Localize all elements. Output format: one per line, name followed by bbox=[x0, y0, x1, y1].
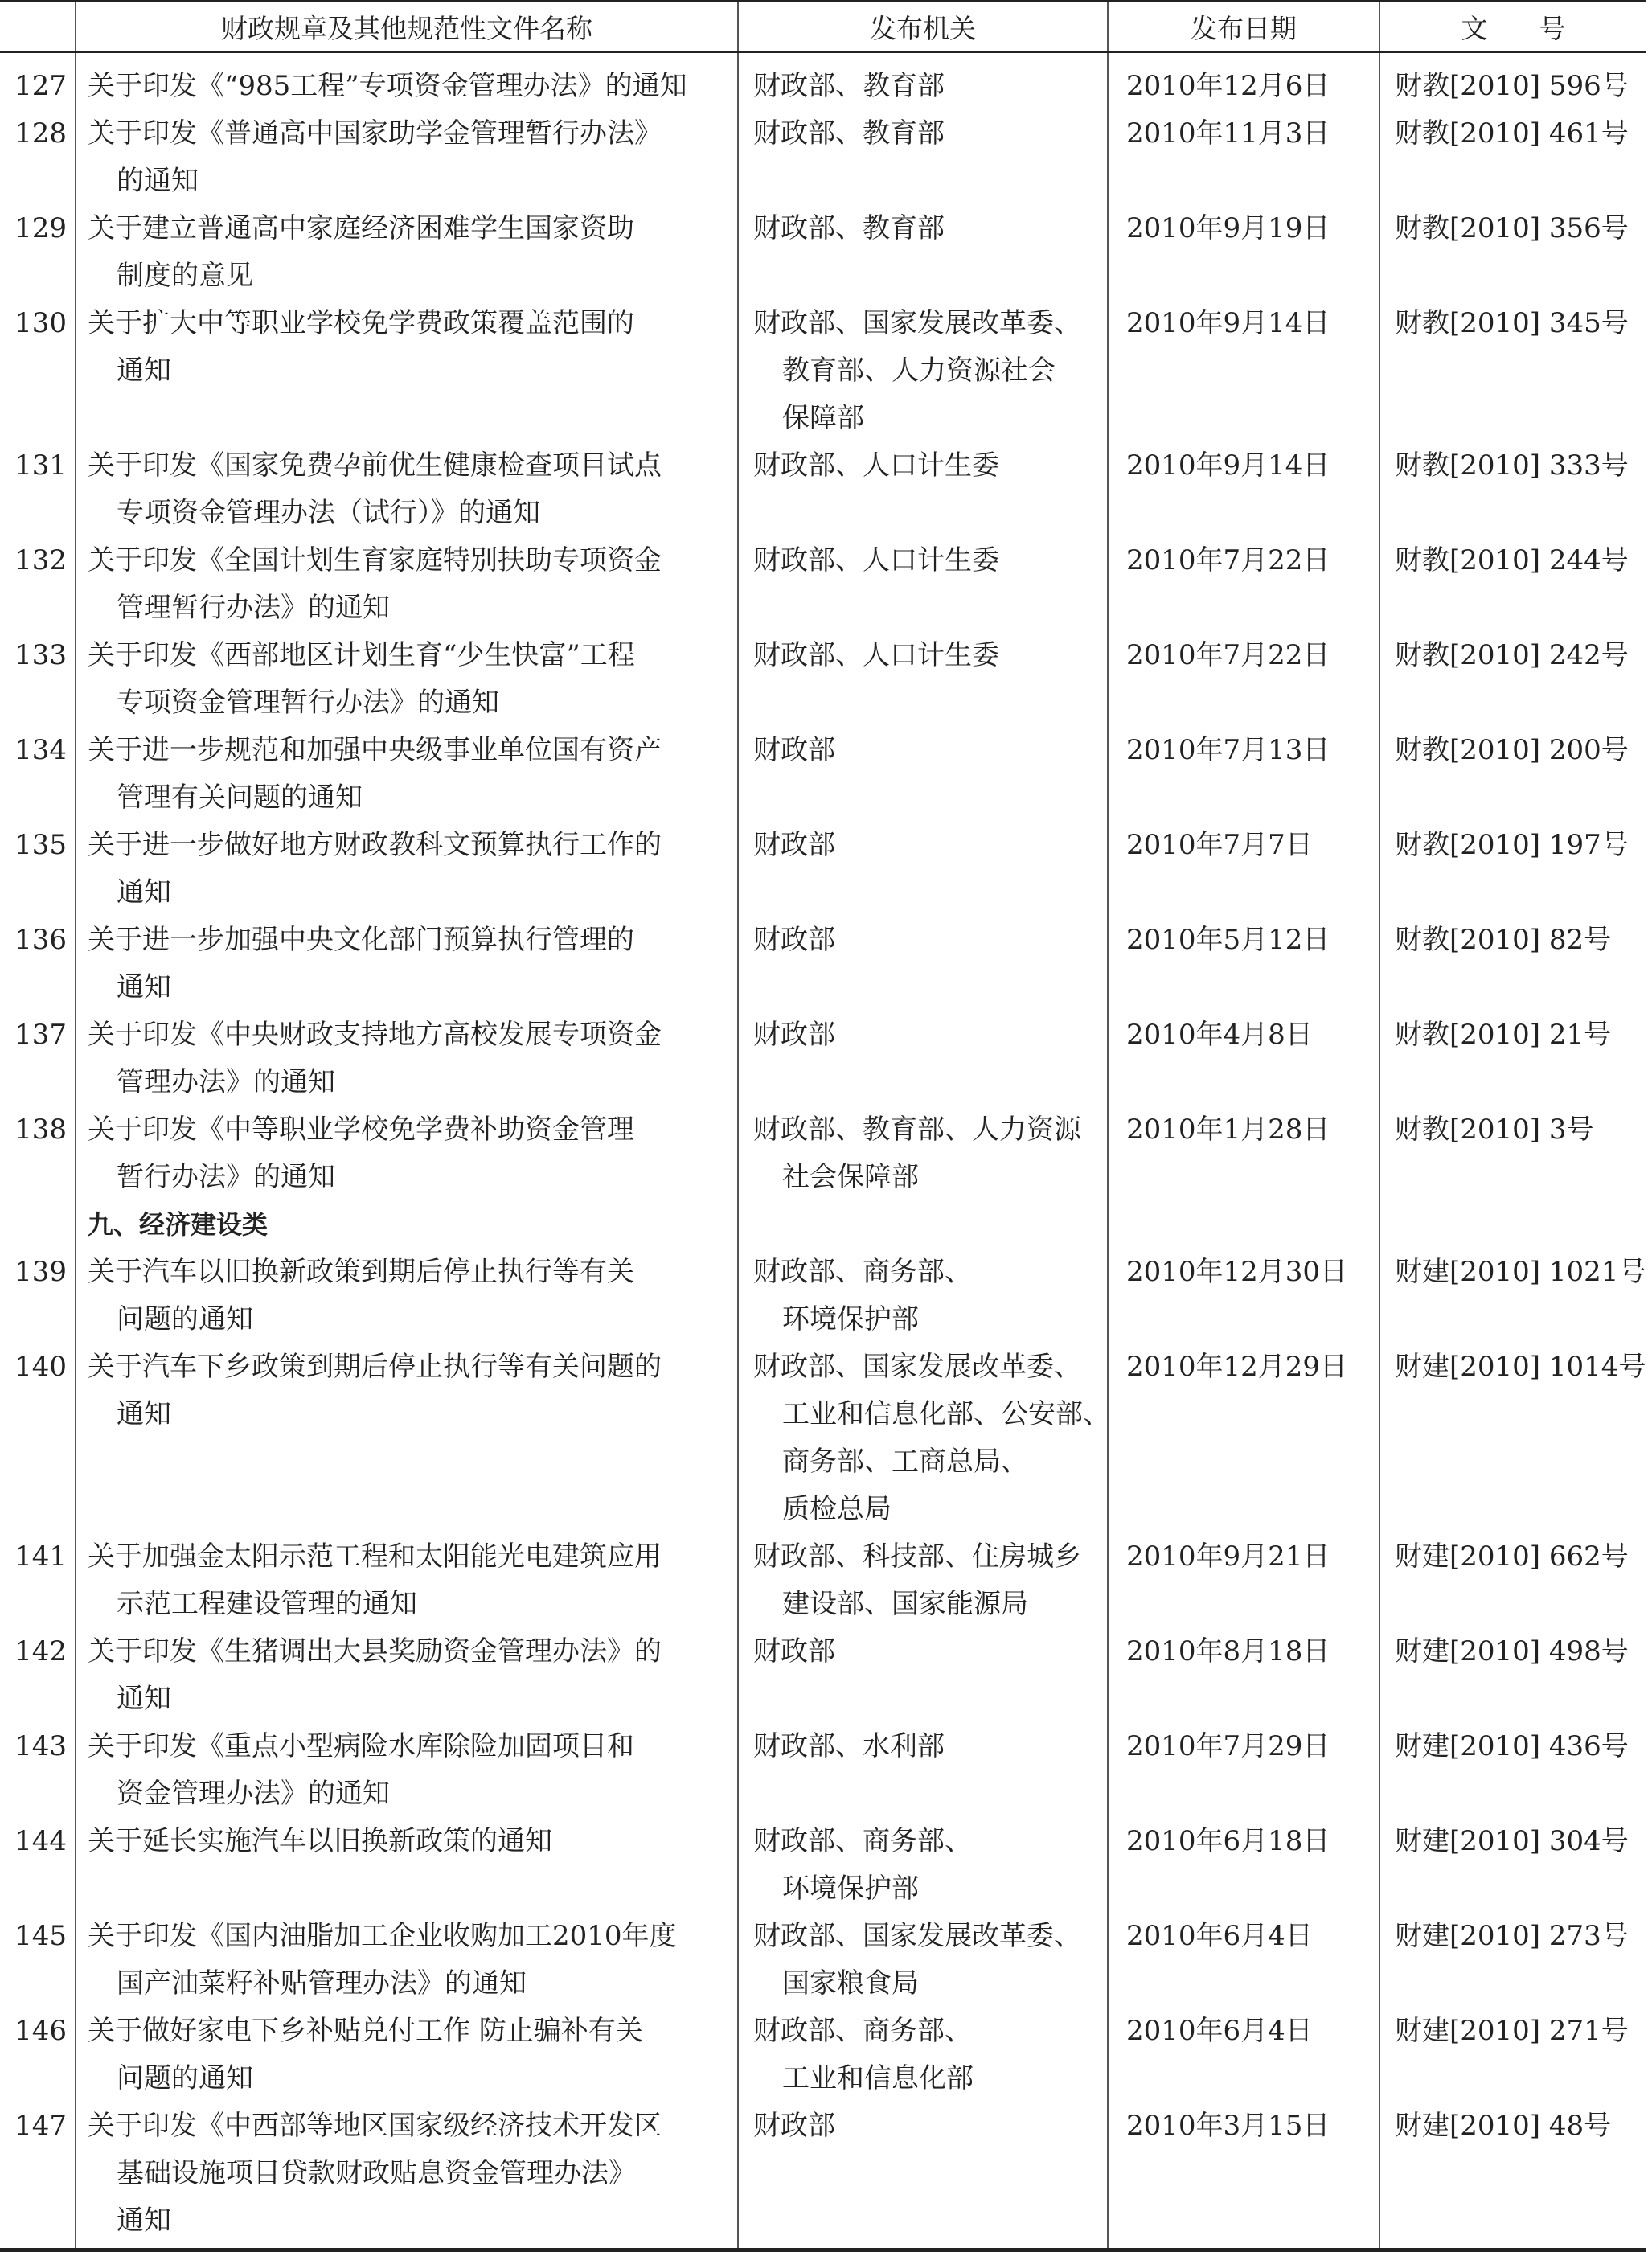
document-number: 财建[2010] 1021号 bbox=[1379, 1249, 1646, 1343]
table-row bbox=[0, 537, 1646, 632]
table-row bbox=[0, 2102, 1646, 2250]
document-number: 财教[2010] 596号 bbox=[1379, 52, 1646, 111]
row-number: 136 bbox=[14, 924, 67, 956]
release-date: 2010年12月29日 bbox=[1108, 1343, 1379, 1533]
document-number: 财建[2010] 662号 bbox=[1379, 1533, 1646, 1628]
issuer-line: 财政部 bbox=[753, 924, 835, 956]
release-date: 2010年7月7日 bbox=[1108, 822, 1379, 917]
row-number: 131 bbox=[14, 449, 67, 482]
title-line: 通知 bbox=[117, 355, 171, 387]
title-line: 关于延长实施汽车以旧换新政策的通知 bbox=[88, 1825, 552, 1857]
row-number: 127 bbox=[14, 70, 67, 102]
release-date: 2010年5月12日 bbox=[1108, 917, 1379, 1011]
section-spacer bbox=[0, 1201, 76, 1249]
issuing-authority bbox=[738, 1913, 1108, 2008]
title-line: 关于印发《国内油脂加工企业收购加工2010年度 bbox=[88, 1920, 677, 1952]
document-number: 财建[2010] 498号 bbox=[1379, 1628, 1646, 1723]
document-number: 财建[2010] 271号 bbox=[1379, 2008, 1646, 2102]
issuing-authority bbox=[738, 1533, 1108, 1628]
header-date: 发布日期 bbox=[1108, 2, 1379, 52]
title-line: 关于做好家电下乡补贴兑付工作 防止骗补有关 bbox=[88, 2015, 643, 2047]
title-line: 关于印发《“985工程”专项资金管理办法》的通知 bbox=[88, 70, 687, 102]
issuer-line: 建设部、国家能源局 bbox=[782, 1588, 1028, 1620]
release-date: 2010年1月28日 bbox=[1108, 1106, 1379, 1201]
document-number: 财教[2010] 3号 bbox=[1379, 1106, 1646, 1201]
release-date: 2010年12月6日 bbox=[1108, 52, 1379, 111]
document-title bbox=[76, 2102, 738, 2250]
release-date: 2010年7月13日 bbox=[1108, 727, 1379, 822]
table-row bbox=[0, 1343, 1646, 1533]
title-line: 关于建立普通高中家庭经济困难学生国家资助 bbox=[88, 212, 634, 244]
table-row bbox=[0, 1628, 1646, 1723]
document-number: 财教[2010] 21号 bbox=[1379, 1011, 1646, 1106]
issuing-authority bbox=[738, 52, 1108, 111]
row-number: 129 bbox=[14, 212, 67, 244]
section-heading: 九、经济建设类 bbox=[76, 1201, 738, 1249]
release-date: 2010年9月14日 bbox=[1108, 300, 1379, 442]
row-number: 128 bbox=[14, 117, 67, 150]
document-number: 财教[2010] 200号 bbox=[1379, 727, 1646, 822]
title-line: 通知 bbox=[117, 876, 171, 909]
release-date: 2010年11月3日 bbox=[1108, 110, 1379, 205]
table-row bbox=[0, 1723, 1646, 1818]
row-number: 146 bbox=[14, 2015, 67, 2047]
title-line: 问题的通知 bbox=[117, 1303, 253, 1335]
release-date: 2010年3月15日 bbox=[1108, 2102, 1379, 2250]
row-number: 133 bbox=[14, 639, 67, 671]
row-number: 142 bbox=[14, 1635, 67, 1667]
issuing-authority bbox=[738, 1723, 1108, 1818]
document-number: 财教[2010] 345号 bbox=[1379, 300, 1646, 442]
issuer-line: 财政部、人口计生委 bbox=[753, 449, 999, 482]
issuer-line: 财政部、教育部 bbox=[753, 212, 945, 244]
document-number: 财建[2010] 48号 bbox=[1379, 2102, 1646, 2250]
release-date: 2010年7月22日 bbox=[1108, 632, 1379, 727]
table-row bbox=[0, 1533, 1646, 1628]
row-number: 138 bbox=[14, 1114, 67, 1146]
row-number: 130 bbox=[14, 307, 67, 339]
table-header bbox=[0, 2, 1646, 52]
title-line: 问题的通知 bbox=[117, 2062, 253, 2094]
title-line: 通知 bbox=[117, 2205, 171, 2237]
issuing-authority bbox=[738, 442, 1108, 537]
table-row bbox=[0, 1249, 1646, 1343]
title-line: 关于印发《中西部等地区国家级经济技术开发区 bbox=[88, 2110, 662, 2142]
issuer-line: 财政部、国家发展改革委、 bbox=[753, 1920, 1081, 1952]
table-row bbox=[0, 110, 1646, 205]
document-number: 财教[2010] 242号 bbox=[1379, 632, 1646, 727]
document-title bbox=[76, 1913, 738, 2008]
issuer-line: 财政部、国家发展改革委、 bbox=[753, 1351, 1081, 1383]
document-title bbox=[76, 52, 738, 111]
document-title bbox=[76, 632, 738, 727]
document-title bbox=[76, 1343, 738, 1533]
document-title bbox=[76, 2008, 738, 2102]
row-number: 140 bbox=[14, 1351, 67, 1383]
title-line: 关于印发《重点小型病险水库除险加固项目和 bbox=[88, 1730, 634, 1762]
header-docno: 文号 bbox=[1379, 2, 1646, 52]
section-row bbox=[0, 1201, 1646, 1249]
issuing-authority bbox=[738, 2102, 1108, 2250]
document-title bbox=[76, 917, 738, 1011]
title-line: 关于扩大中等职业学校免学费政策覆盖范围的 bbox=[88, 307, 634, 339]
issuing-authority bbox=[738, 300, 1108, 442]
document-title bbox=[76, 822, 738, 917]
release-date: 2010年9月14日 bbox=[1108, 442, 1379, 537]
table-row bbox=[0, 917, 1646, 1011]
title-line: 专项资金管理暂行办法》的通知 bbox=[117, 687, 499, 719]
issuer-line: 财政部、教育部 bbox=[753, 117, 945, 150]
row-number: 132 bbox=[14, 544, 67, 576]
document-title bbox=[76, 1011, 738, 1106]
issuing-authority bbox=[738, 1343, 1108, 1533]
title-line: 关于印发《生猪调出大县奖励资金管理办法》的 bbox=[88, 1635, 662, 1667]
title-line: 关于加强金太阳示范工程和太阳能光电建筑应用 bbox=[88, 1540, 662, 1573]
title-line: 专项资金管理办法（试行）》的通知 bbox=[117, 497, 540, 529]
issuer-line: 国家粮食局 bbox=[782, 1967, 919, 2000]
document-number: 财建[2010] 273号 bbox=[1379, 1913, 1646, 2008]
title-line: 制度的意见 bbox=[117, 260, 253, 292]
table-row bbox=[0, 52, 1646, 111]
header-issuer: 发布机关 bbox=[738, 2, 1108, 52]
row-number: 137 bbox=[14, 1019, 67, 1051]
issuing-authority bbox=[738, 205, 1108, 300]
release-date: 2010年9月19日 bbox=[1108, 205, 1379, 300]
table-row bbox=[0, 727, 1646, 822]
document-title bbox=[76, 110, 738, 205]
issuer-line: 财政部 bbox=[753, 829, 835, 861]
document-number: 财建[2010] 436号 bbox=[1379, 1723, 1646, 1818]
issuing-authority bbox=[738, 1628, 1108, 1723]
title-line: 的通知 bbox=[117, 165, 199, 197]
issuer-line: 保障部 bbox=[782, 402, 864, 434]
title-line: 基础设施项目贷款财政贴息资金管理办法》 bbox=[117, 2157, 636, 2189]
release-date: 2010年6月18日 bbox=[1108, 1818, 1379, 1913]
issuing-authority bbox=[738, 537, 1108, 632]
row-number: 147 bbox=[14, 2110, 67, 2142]
table-row bbox=[0, 2008, 1646, 2102]
title-line: 关于印发《全国计划生育家庭特别扶助专项资金 bbox=[88, 544, 662, 576]
title-line: 通知 bbox=[117, 971, 171, 1003]
table-row bbox=[0, 205, 1646, 300]
document-title bbox=[76, 1249, 738, 1343]
release-date: 2010年7月29日 bbox=[1108, 1723, 1379, 1818]
issuer-line: 财政部、人口计生委 bbox=[753, 639, 999, 671]
row-number: 143 bbox=[14, 1730, 67, 1762]
issuer-line: 教育部、人力资源社会 bbox=[782, 355, 1056, 387]
title-line: 国产油菜籽补贴管理办法》的通知 bbox=[117, 1967, 527, 2000]
issuer-line: 环境保护部 bbox=[782, 1303, 919, 1335]
title-line: 关于进一步做好地方财政教科文预算执行工作的 bbox=[88, 829, 662, 861]
issuing-authority bbox=[738, 822, 1108, 917]
title-line: 管理办法》的通知 bbox=[117, 1066, 335, 1098]
document-title bbox=[76, 1818, 738, 1913]
issuer-line: 社会保障部 bbox=[782, 1161, 919, 1193]
issuer-line: 财政部、水利部 bbox=[753, 1730, 945, 1762]
release-date: 2010年9月21日 bbox=[1108, 1533, 1379, 1628]
table-row bbox=[0, 1011, 1646, 1106]
release-date: 2010年12月30日 bbox=[1108, 1249, 1379, 1343]
section-spacer bbox=[1379, 1201, 1646, 1249]
header-row bbox=[0, 2, 1646, 52]
document-number: 财教[2010] 461号 bbox=[1379, 110, 1646, 205]
issuing-authority bbox=[738, 1106, 1108, 1201]
row-number: 141 bbox=[14, 1540, 67, 1573]
title-line: 暂行办法》的通知 bbox=[117, 1161, 335, 1193]
document-number: 财教[2010] 244号 bbox=[1379, 537, 1646, 632]
issuing-authority bbox=[738, 632, 1108, 727]
issuing-authority bbox=[738, 727, 1108, 822]
release-date: 2010年6月4日 bbox=[1108, 1913, 1379, 2008]
issuing-authority bbox=[738, 1818, 1108, 1913]
table-row bbox=[0, 300, 1646, 442]
issuing-authority bbox=[738, 110, 1108, 205]
title-line: 资金管理办法》的通知 bbox=[117, 1778, 390, 1810]
table-row bbox=[0, 1913, 1646, 2008]
header-title: 财政规章及其他规范性文件名称 bbox=[76, 2, 738, 52]
issuer-line: 财政部、教育部、人力资源 bbox=[753, 1114, 1081, 1146]
issuer-line: 财政部、商务部、 bbox=[753, 1825, 972, 1857]
table-row bbox=[0, 822, 1646, 917]
issuing-authority bbox=[738, 2008, 1108, 2102]
issuing-authority bbox=[738, 917, 1108, 1011]
row-number: 144 bbox=[14, 1825, 67, 1857]
issuer-line: 财政部、人口计生委 bbox=[753, 544, 999, 576]
row-number: 139 bbox=[14, 1256, 67, 1288]
title-line: 管理有关问题的通知 bbox=[117, 781, 363, 814]
table-row bbox=[0, 1818, 1646, 1913]
document-number: 财教[2010] 356号 bbox=[1379, 205, 1646, 300]
issuer-line: 财政部 bbox=[753, 2110, 835, 2142]
issuer-line: 财政部、国家发展改革委、 bbox=[753, 307, 1081, 339]
release-date: 2010年4月8日 bbox=[1108, 1011, 1379, 1106]
row-number: 145 bbox=[14, 1920, 67, 1952]
title-line: 关于印发《国家免费孕前优生健康检查项目试点 bbox=[88, 449, 662, 482]
title-line: 通知 bbox=[117, 1398, 171, 1430]
issuer-line: 工业和信息化部、公安部、 bbox=[782, 1398, 1110, 1430]
issuing-authority bbox=[738, 1249, 1108, 1343]
table-row bbox=[0, 632, 1646, 727]
document-number: 财建[2010] 304号 bbox=[1379, 1818, 1646, 1913]
title-line: 通知 bbox=[117, 1683, 171, 1715]
document-title bbox=[76, 727, 738, 822]
document-title bbox=[76, 1106, 738, 1201]
document-number: 财教[2010] 82号 bbox=[1379, 917, 1646, 1011]
issuer-line: 财政部、科技部、住房城乡 bbox=[753, 1540, 1081, 1573]
issuer-line: 财政部、商务部、 bbox=[753, 1256, 972, 1288]
issuer-line: 质检总局 bbox=[782, 1493, 892, 1525]
document-title bbox=[76, 300, 738, 442]
title-line: 示范工程建设管理的通知 bbox=[117, 1588, 417, 1620]
issuing-authority bbox=[738, 1011, 1108, 1106]
table-body bbox=[0, 52, 1646, 2250]
title-line: 关于印发《西部地区计划生育“少生快富”工程 bbox=[88, 639, 635, 671]
title-line: 关于汽车以旧换新政策到期后停止执行等有关 bbox=[88, 1256, 634, 1288]
release-date: 2010年8月18日 bbox=[1108, 1628, 1379, 1723]
document-title bbox=[76, 442, 738, 537]
row-number: 135 bbox=[14, 829, 67, 861]
title-line: 关于进一步加强中央文化部门预算执行管理的 bbox=[88, 924, 634, 956]
issuer-line: 工业和信息化部 bbox=[782, 2062, 974, 2094]
issuer-line: 财政部 bbox=[753, 1635, 835, 1667]
section-spacer bbox=[1108, 1201, 1379, 1249]
title-line: 管理暂行办法》的通知 bbox=[117, 592, 390, 624]
document-number: 财建[2010] 1014号 bbox=[1379, 1343, 1646, 1533]
document-title bbox=[76, 537, 738, 632]
title-line: 关于进一步规范和加强中央级事业单位国有资产 bbox=[88, 734, 662, 766]
document-title bbox=[76, 1723, 738, 1818]
title-line: 关于汽车下乡政策到期后停止执行等有关问题的 bbox=[88, 1351, 662, 1383]
title-line: 关于印发《普通高中国家助学金管理暂行办法》 bbox=[88, 117, 662, 150]
issuer-line: 财政部、教育部 bbox=[753, 70, 945, 102]
issuer-line: 财政部、商务部、 bbox=[753, 2015, 972, 2047]
document-title bbox=[76, 1533, 738, 1628]
document-number: 财教[2010] 333号 bbox=[1379, 442, 1646, 537]
title-line: 关于印发《中央财政支持地方高校发展专项资金 bbox=[88, 1019, 662, 1051]
issuer-line: 财政部 bbox=[753, 1019, 835, 1051]
release-date: 2010年7月22日 bbox=[1108, 537, 1379, 632]
issuer-line: 财政部 bbox=[753, 734, 835, 766]
header-number bbox=[0, 2, 76, 52]
issuer-line: 商务部、工商总局、 bbox=[782, 1446, 1028, 1478]
document-number: 财教[2010] 197号 bbox=[1379, 822, 1646, 917]
document-title bbox=[76, 205, 738, 300]
section-spacer bbox=[738, 1201, 1108, 1249]
title-line: 关于印发《中等职业学校免学费补助资金管理 bbox=[88, 1114, 634, 1146]
row-number: 134 bbox=[14, 734, 67, 766]
release-date: 2010年6月4日 bbox=[1108, 2008, 1379, 2102]
document-title bbox=[76, 1628, 738, 1723]
table-row bbox=[0, 1106, 1646, 1201]
table-row bbox=[0, 442, 1646, 537]
issuer-line: 环境保护部 bbox=[782, 1873, 919, 1905]
